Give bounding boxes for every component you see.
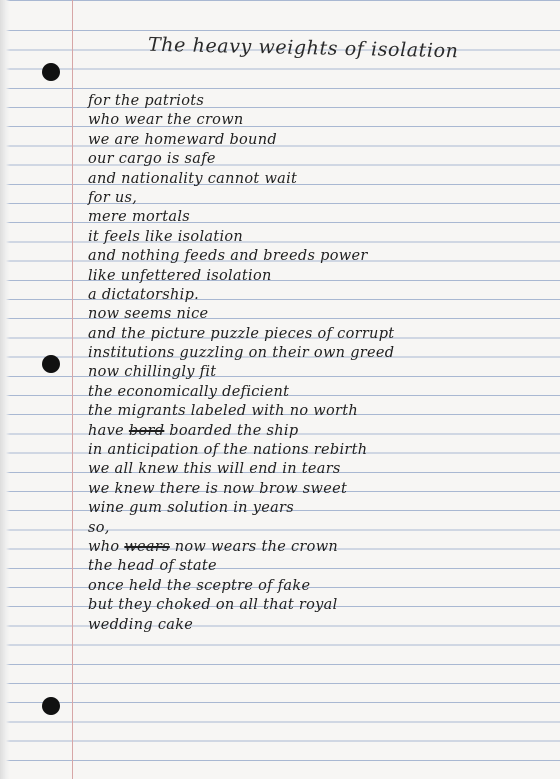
- poem-line: and nationality cannot wait: [88, 170, 298, 187]
- poem-line: now seems nice: [88, 306, 209, 323]
- poem-line: now chillingly fit: [88, 364, 217, 381]
- poem-line: for us,: [88, 189, 138, 206]
- poem-line: a dictatorship.: [88, 286, 200, 303]
- poem-line: we are homeward bound: [88, 131, 277, 148]
- poem-line: wine gum solution in years: [88, 500, 295, 517]
- poem-line: institutions guzzling on their own greed: [88, 345, 395, 362]
- poem-line: like unfettered isolation: [88, 267, 272, 284]
- struck-word: bord: [128, 422, 165, 439]
- poem-line: so,: [88, 519, 110, 536]
- poem-line: [88, 422, 548, 441]
- poem-line: [88, 538, 548, 557]
- poem-line: but they choked on all that royal: [88, 597, 338, 614]
- punch-hole: [42, 697, 60, 715]
- poem-line-rest: now wears the crown: [174, 538, 339, 555]
- poem-line-start: have: [88, 422, 124, 439]
- poem-title: The heavy weights of isolation: [147, 33, 459, 63]
- poem-line: it feels like isolation: [88, 228, 244, 245]
- poem-line: who wear the crown: [88, 112, 244, 129]
- struck-word: wears: [124, 538, 170, 555]
- poem-line: we knew there is now brow sweet: [88, 480, 348, 497]
- poem-line: for the patriots: [88, 93, 205, 109]
- poem-line: our cargo is safe: [88, 151, 216, 168]
- poem-line: mere mortals: [88, 209, 191, 226]
- poem-line: the head of state: [88, 558, 217, 575]
- poem-line: wedding cake: [88, 616, 194, 633]
- punch-hole: [42, 63, 60, 81]
- poem-line-rest: boarded the ship: [169, 422, 299, 439]
- poem-line: we all knew this will end in tears: [88, 461, 341, 478]
- poem-line: once held the sceptre of fake: [88, 577, 311, 594]
- page-edge: [0, 0, 10, 779]
- poem-line: the economically deficient: [88, 383, 290, 400]
- punch-hole: [42, 355, 60, 373]
- poem-line-start: who: [88, 538, 120, 555]
- poem-line: in anticipation of the nations rebirth: [88, 442, 368, 459]
- margin-line: [72, 0, 73, 779]
- poem-line: and nothing feeds and breeds power: [88, 248, 368, 265]
- poem-body: [88, 92, 548, 635]
- poem-line: the migrants labeled with no worth: [88, 403, 359, 420]
- poem-line: and the picture puzzle pieces of corrupt: [88, 325, 395, 342]
